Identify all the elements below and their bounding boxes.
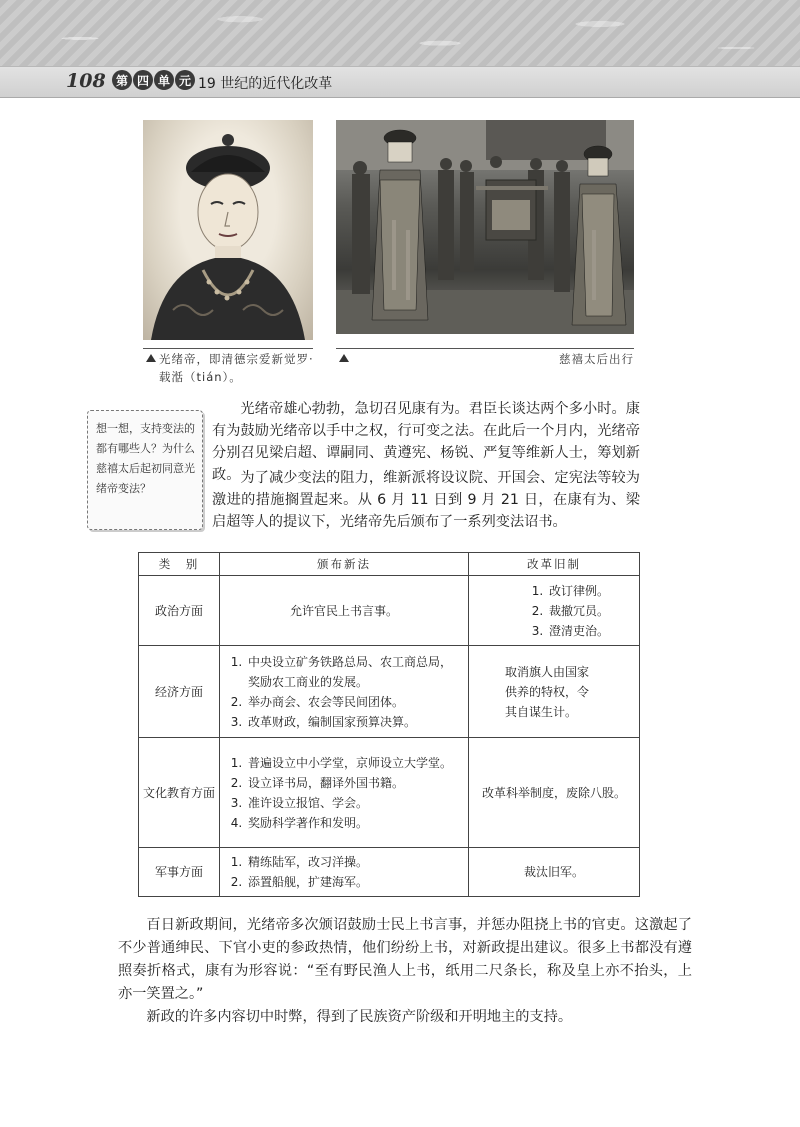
unit-badge: 单: [154, 70, 174, 90]
row-abolished: [469, 848, 640, 897]
table-header-row: [139, 553, 640, 576]
law-item: 2. 设立译书局，翻译外国书籍。: [246, 773, 460, 793]
law-item: 3. 改革财政，编制国家预算决算。: [246, 712, 460, 732]
abolish-item: 2. 裁撤冗员。: [547, 601, 629, 621]
law-item: 1. 中央设立矿务铁路总局、农工商总局，奖励农工商业的发展。: [246, 652, 460, 692]
procession-caption: 慈禧太后出行: [559, 352, 634, 366]
law-item: 3. 准许设立报馆、学会。: [246, 793, 460, 813]
table-row: [139, 576, 640, 646]
abolish-item: 3. 澄清吏治。: [547, 621, 629, 641]
paragraph-4: 新政的许多内容切中时弊，得到了民族资产阶级和开明地主的支持。: [146, 1009, 573, 1025]
unit-title: 19 世纪的近代化改革: [198, 76, 333, 92]
row-category: 军事方面: [139, 848, 220, 897]
caption-rule: [143, 348, 313, 349]
table-row: [139, 848, 640, 897]
abolish-item: 改革科举制度，废除八股。: [481, 785, 626, 800]
abolish-item: 1. 改订律例。: [547, 581, 629, 601]
unit-label: [112, 70, 195, 90]
row-abolished: [469, 646, 640, 738]
abolish-item: 取消旗人由国家供养的特权，令其自谋生计。: [505, 664, 590, 719]
row-new-laws: [220, 848, 469, 897]
law-item: 允许官民上书言事。: [289, 603, 398, 618]
row-new-laws: [220, 738, 469, 848]
think-note-text: 想一想，支持变法的都有哪些人？为什么慈禧太后起初同意光绪帝变法？: [96, 422, 195, 495]
header-new-laws: 颁布新法: [220, 553, 469, 576]
triangle-icon: [146, 354, 156, 362]
row-new-laws: [220, 576, 469, 646]
law-item: 4. 奖励科学著作和发明。: [246, 813, 460, 833]
paragraph-2: 为了减少变法的阻力，维新派将设议院、开国会、定宪法等较为激进的措施搁置起来。从 6 月 11 日到 9 月 21 日，在康有为、梁启超等人的提议下，光绪帝先后颁布了一系列变法诏书。: [212, 470, 640, 530]
row-abolished: [469, 576, 640, 646]
procession-illustration: [336, 120, 634, 334]
table-row: [139, 738, 640, 848]
think-note-box: [87, 410, 203, 530]
table-row: [139, 646, 640, 738]
procession-photo: [336, 120, 634, 334]
abolish-item: 裁汰旧军。: [523, 865, 584, 879]
row-category: 文化教育方面: [139, 738, 220, 848]
caption-rule: [336, 348, 634, 349]
law-item: 1. 精练陆军，改习洋操。: [246, 852, 460, 872]
header-abolished: 改革旧制: [469, 553, 640, 576]
row-category: 政治方面: [139, 576, 220, 646]
paragraph-3: 百日新政期间，光绪帝多次颁诏鼓励士民上书言事，并惩办阻挠上书的官吏。这激起了不少普通绅民、下官小吏的参政热情，他们纷纷上书，对新政提出建议。很多上书都没有遵照奏折格式，康有为形容说：“至有野民渔人上书，纸用二尺条长，称及皇上亦不抬头，上亦一笑置之。”: [118, 917, 692, 1002]
page-number: 108: [66, 70, 106, 92]
portrait-caption: 光绪帝，即清德宗爱新觉罗·载湉（tián）。: [159, 352, 314, 384]
law-item: 2. 添置船舰，扩建海军。: [246, 872, 460, 892]
unit-badge: 四: [133, 70, 153, 90]
portrait-photo: [143, 120, 313, 340]
triangle-icon: [339, 354, 349, 362]
row-category: 经济方面: [139, 646, 220, 738]
law-item: 2. 举办商会、农会等民间团体。: [246, 692, 460, 712]
paragraph-1: 光绪帝雄心勃勃，急切召见康有为。君臣长谈达两个多小时。康有为鼓励光绪帝以手中之权，行可变之法。在此后一个月内，光绪帝分别召见梁启超、谭嗣同、黄遵宪、杨锐、严复等维新人士，筹划新政。: [212, 401, 640, 483]
portrait-illustration: [143, 120, 313, 340]
header-category: 类 别: [139, 553, 220, 576]
unit-badge: 元: [175, 70, 195, 90]
unit-badge: 第: [112, 70, 132, 90]
reform-table: [138, 552, 640, 897]
row-abolished: [469, 738, 640, 848]
law-item: 1. 普遍设立中小学堂，京师设立大学堂。: [246, 753, 460, 773]
row-new-laws: [220, 646, 469, 738]
